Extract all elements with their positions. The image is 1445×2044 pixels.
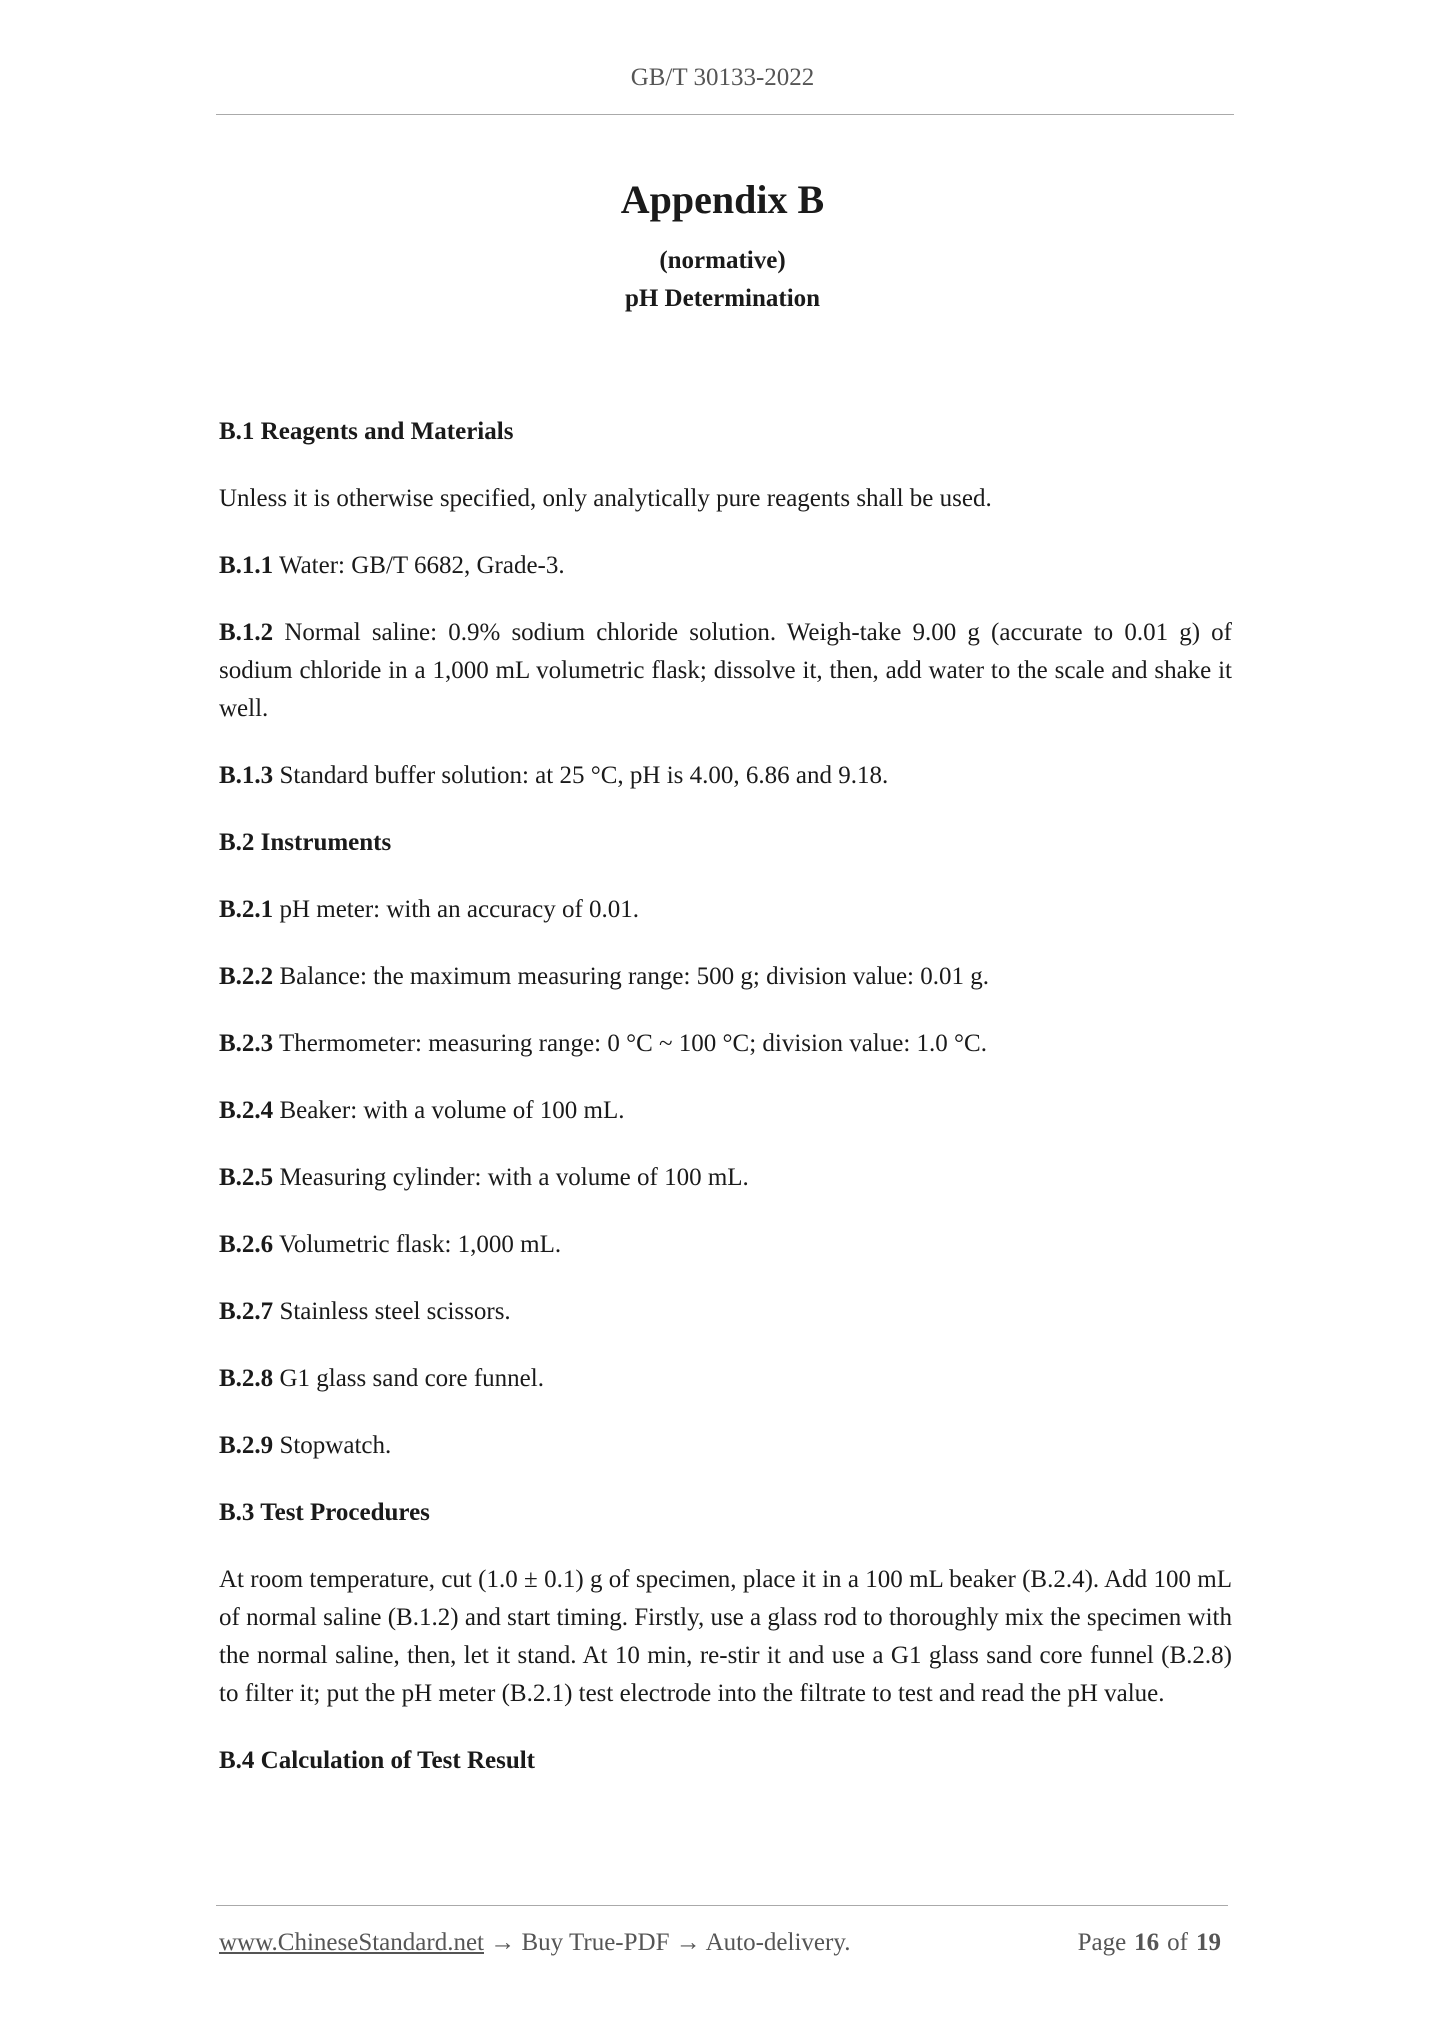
clause-text: Standard buffer solution: at 25 °C, pH is 4.00, 6.86 and 9.18. bbox=[273, 762, 889, 789]
clause-b2-4 bbox=[219, 1092, 1232, 1130]
clause-text: Measuring cylinder: with a volume of 100 mL. bbox=[273, 1164, 749, 1191]
clause-text: Balance: the maximum measuring range: 500 g; division value: 0.01 g. bbox=[273, 963, 990, 990]
page-header-standard-code: GB/T 30133-2022 bbox=[630, 64, 815, 91]
clause-b2-3 bbox=[219, 1025, 1232, 1063]
clause-number: B.2.7 bbox=[219, 1298, 274, 1325]
arrow-right-icon: → bbox=[484, 1929, 522, 1956]
appendix-type: (normative) bbox=[659, 247, 786, 274]
clause-text: Volumetric flask: 1,000 mL. bbox=[273, 1231, 562, 1258]
arrow-right-icon: → bbox=[669, 1929, 706, 1956]
section-heading-b4: B.4 Calculation of Test Result bbox=[219, 1747, 536, 1774]
clause-number: B.2.9 bbox=[219, 1432, 274, 1459]
clause-text: Stopwatch. bbox=[273, 1432, 392, 1459]
buy-true-pdf-text: Buy True-PDF bbox=[521, 1929, 670, 1956]
section-heading-b2: B.2 Instruments bbox=[219, 829, 392, 856]
current-page-number: 16 bbox=[1134, 1929, 1160, 1956]
footer-promo bbox=[219, 1924, 850, 1962]
clause-b2-6 bbox=[219, 1226, 1232, 1264]
clause-number: B.2.4 bbox=[219, 1097, 274, 1124]
section-heading-b3: B.3 Test Procedures bbox=[219, 1499, 430, 1526]
total-page-number: 19 bbox=[1196, 1929, 1221, 1956]
clause-number: B.1.1 bbox=[219, 552, 274, 579]
section-heading-b1: B.1 Reagents and Materials bbox=[219, 418, 514, 445]
clause-number: B.2.1 bbox=[219, 896, 274, 923]
appendix-subtitle: pH Determination bbox=[624, 285, 821, 312]
clause-text: Normal saline: 0.9% sodium chloride solution. Weigh-take 9.00 g (accurate to 0.01 g) of sodium chloride in a 1,000 mL volumetric flask; dissolve it, then, add water to the scale and shake it well. bbox=[219, 619, 1232, 722]
clause-text: Thermometer: measuring range: 0 °C ~ 100 °C; division value: 1.0 °C. bbox=[273, 1030, 987, 1057]
clause-text: Stainless steel scissors. bbox=[273, 1298, 511, 1325]
clause-b2-1 bbox=[219, 891, 1232, 929]
clause-text: pH meter: with an accuracy of 0.01. bbox=[273, 896, 640, 923]
clause-number: B.2.2 bbox=[219, 963, 274, 990]
clause-b1-1 bbox=[219, 547, 1232, 585]
page-label: Page bbox=[1077, 1929, 1127, 1956]
clause-number: B.2.5 bbox=[219, 1164, 274, 1191]
footer-divider bbox=[216, 1905, 1228, 1906]
appendix-heading: Appendix B bbox=[620, 177, 825, 222]
clause-number: B.2.3 bbox=[219, 1030, 274, 1057]
appendix-title-block bbox=[0, 172, 1445, 318]
clause-b2-2 bbox=[219, 958, 1232, 996]
page-number-indicator bbox=[1078, 1924, 1229, 1962]
clause-text: Water: GB/T 6682, Grade-3. bbox=[273, 552, 565, 579]
page-of-label: of bbox=[1167, 1929, 1188, 1956]
clause-b2-7 bbox=[219, 1293, 1232, 1331]
clause-number: B.1.3 bbox=[219, 762, 274, 789]
clause-b2-5 bbox=[219, 1159, 1232, 1197]
document-body bbox=[219, 413, 1232, 1809]
clause-b2-9 bbox=[219, 1427, 1232, 1465]
clause-text: Beaker: with a volume of 100 mL. bbox=[273, 1097, 625, 1124]
clause-text: G1 glass sand core funnel. bbox=[273, 1365, 544, 1392]
auto-delivery-text: Auto-delivery. bbox=[705, 1929, 851, 1956]
paragraph-b3-procedure: At room temperature, cut (1.0 ± 0.1) g of specimen, place it in a 100 mL beaker (B.2.4). Add 100 mL of normal saline (B.1.2) and start timing. Firstly, use a glass rod to thoroughly mix the specimen with the normal saline, then, let it stand. At 10 min, re-stir it and use a G1 glass sand core funnel (B.2.8) to filter it; put the pH meter (B.2.1) test electrode into the filtrate to test and read the pH value. bbox=[219, 1566, 1232, 1707]
clause-number: B.1.2 bbox=[219, 619, 274, 646]
clause-b1-3 bbox=[219, 757, 1232, 795]
clause-b2-8 bbox=[219, 1360, 1232, 1398]
website-link[interactable]: www.ChineseStandard.net bbox=[219, 1929, 484, 1956]
clause-b1-2 bbox=[219, 614, 1232, 728]
paragraph-b1-intro: Unless it is otherwise specified, only analytically pure reagents shall be used. bbox=[219, 485, 992, 512]
header-divider bbox=[216, 114, 1234, 115]
clause-number: B.2.6 bbox=[219, 1231, 274, 1258]
clause-number: B.2.8 bbox=[219, 1365, 274, 1392]
